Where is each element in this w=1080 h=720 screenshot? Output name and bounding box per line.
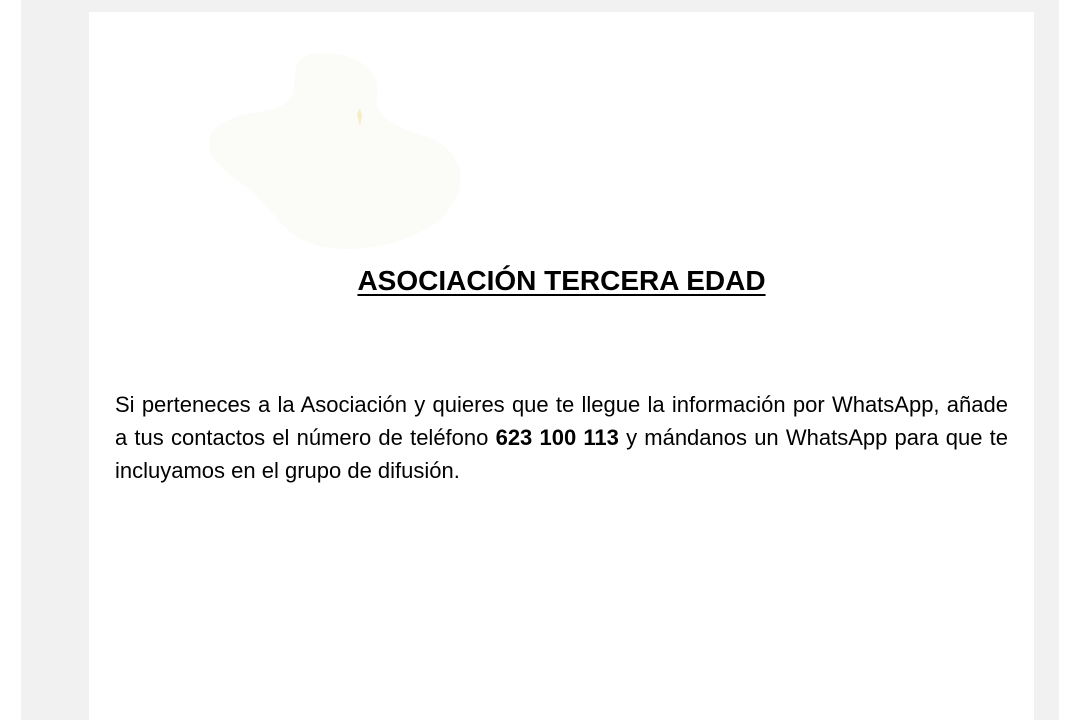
paragraph-text-before-phone: Si perteneces a la Asociación y quieres que te llegue la información por WhatsApp, añade a tus contactos el número de teléfono [115,392,1008,450]
phone-number: 623 100 113 [495,425,619,450]
page-title: ASOCIACIÓN TERCERA EDAD [357,265,766,296]
document-viewer [21,0,1059,720]
paragraph-text-after-phone: y mándanos un WhatsApp para que te incluyamos en el grupo de difusión. [115,425,1009,483]
faded-logo-icon [187,42,467,257]
document-page [89,12,1034,720]
whatsapp-info-paragraph [115,388,1008,487]
